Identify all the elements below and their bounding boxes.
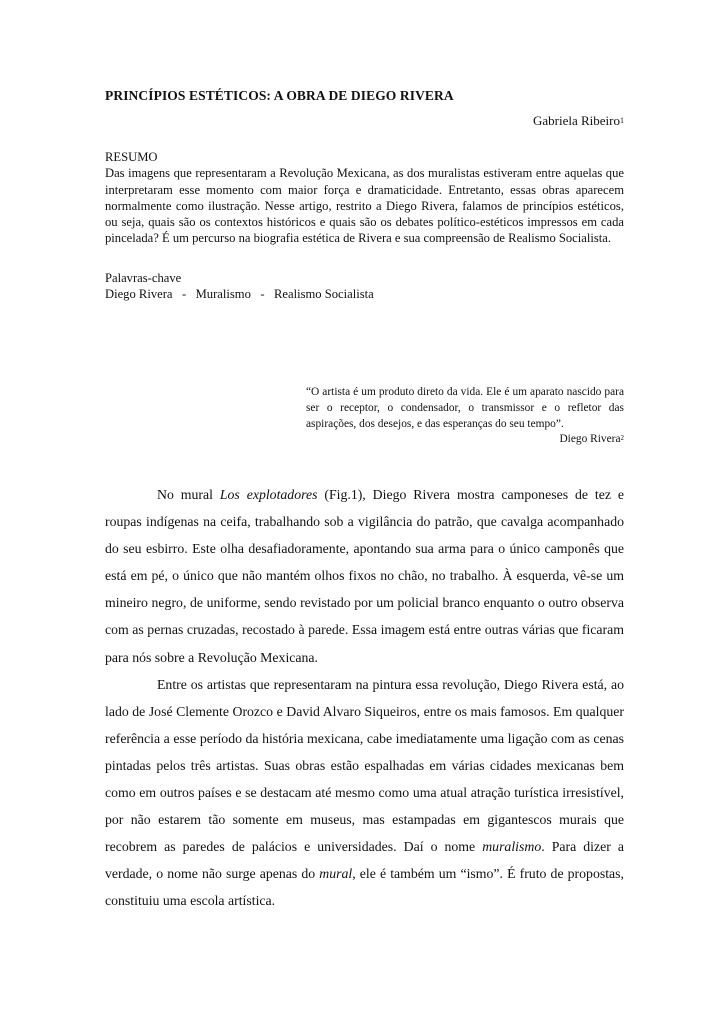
keyword-item: Realismo Socialista [274, 287, 374, 302]
keyword-item: Diego Rivera [105, 287, 173, 302]
term-italic: muralismo [482, 839, 542, 855]
epigraph-attribution [306, 432, 624, 449]
keywords-list [105, 286, 374, 302]
keyword-separator: - [181, 287, 187, 302]
epigraph-quote: “O artista é um produto direto da vida. Ele é um aparato nascido para ser o receptor, o condensador, o transmissor e o refletor das aspirações, dos desejos, e das esperanças do seu tempo”. [306, 386, 624, 430]
abstract-heading: RESUMO [105, 150, 158, 164]
keyword-separator: - [260, 287, 265, 302]
body-text-run: , ele é também um “ismo”. É fruto de propostas, constituiu uma escola artística. [105, 866, 624, 909]
author-footnote-marker[interactable]: 1 [620, 116, 624, 125]
author-name: Gabriela Ribeiro [533, 113, 620, 128]
body-text-run: (Fig.1), Diego Rivera mostra camponeses de tez e roupas indígenas na ceifa, trabalhando sob a vigilância do patrão, que cavalga acompanhado do seu esbirro. Este olha desafiadoramente, apontando sua arma para o único camponês que está em pé, o único que não mantém olhos fixos no chão, no trabalho. À esquerda, vê-se um mineiro negro, de uniforme, sendo revistado por um policial branco enquanto o outro observa com as pernas cruzadas, recostado à parede. Essa imagem está entre outras várias que ficaram para nós sobre a Revolução Mexicana. [105, 487, 624, 665]
body-text-run: . Para dizer a verdade, o nome não surge apenas do [105, 839, 624, 882]
abstract-text: Das imagens que representaram a Revolução Mexicana, as dos muralistas estiveram entre aquelas que interpretaram esse momento com maior força e dramaticidade. Entretanto, essas obras aparecem normalmente como ilustração. Nesse artigo, restrito a Diego Rivera, falamos de princípios estéticos, ou seja, quais são os contextos históricos e quais são os debates político-estéticos impressos em cada pincelada? É um percurso na biografia estética de Rivera e sua compreensão de Realismo Socialista. [105, 166, 624, 246]
body-paragraph [105, 481, 624, 671]
keywords-heading: Palavras-chave [105, 271, 182, 285]
body-text-run: No mural [157, 487, 220, 502]
author-line [533, 113, 624, 129]
epigraph-footnote-marker[interactable]: 2 [620, 434, 624, 443]
keyword-item: Muralismo [195, 287, 251, 302]
article-title: PRINCÍPIOS ESTÉTICOS: A OBRA DE DIEGO RIVERA [105, 88, 454, 103]
article-body [105, 481, 624, 915]
epigraph [306, 385, 624, 449]
epigraph-author: Diego Rivera [559, 433, 621, 446]
body-paragraph [105, 671, 624, 915]
abstract-section [105, 149, 624, 247]
mural-title-italic: Los explotadores [219, 487, 318, 502]
body-text-run: Entre os artistas que representaram na pintura essa revolução, Diego Rivera está, ao lado de José Clemente Orozco e David Alvaro Siqueiros, entre os mais famosos. Em qualquer referência a esse período da história mexicana, cabe imediatamente uma ligação com as cenas pintadas pelos três artistas. Suas obras estão espalhadas em várias cidades mexicanas bem como em outros países e se destacam até mesmo como uma atual atração turística irresistível, por não estarem tão somente em museus, mas estampadas em gigantescos murais que recobrem as paredes de palácios e universidades. Daí o nome [105, 676, 624, 855]
term-italic: mural [319, 866, 353, 882]
keywords-section [105, 270, 374, 303]
